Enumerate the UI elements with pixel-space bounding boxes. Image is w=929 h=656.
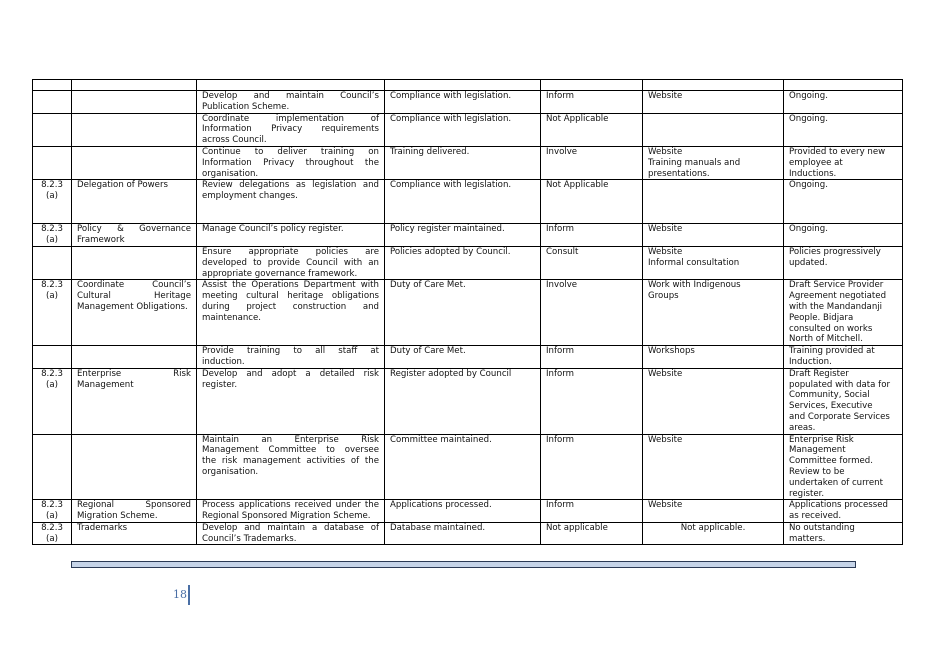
table-row bbox=[33, 146, 903, 179]
clause-cell: 8.2.3 (a) bbox=[33, 224, 72, 247]
method-cell bbox=[643, 522, 784, 545]
cell-line: appropriate governance framework. bbox=[202, 268, 358, 279]
engagement-level-cell: Not Applicable bbox=[541, 180, 643, 224]
table-row bbox=[33, 246, 903, 279]
clause-cell: 8.2.3 (a) bbox=[33, 280, 72, 346]
cell-line: across Council. bbox=[202, 135, 267, 146]
blank-cell bbox=[385, 80, 541, 91]
outcome-cell: Compliance with legislation. bbox=[385, 180, 541, 224]
action-cell bbox=[197, 434, 385, 500]
table-row bbox=[33, 113, 903, 146]
cell-line: Community, Social bbox=[789, 390, 870, 401]
engagement-level-cell: Inform bbox=[541, 91, 643, 114]
method-cell bbox=[643, 113, 784, 146]
cell-line: Ongoing. bbox=[789, 180, 828, 191]
outcome-cell: Duty of Care Met. bbox=[385, 280, 541, 346]
cell-line: Develop and adopt a detailed risk bbox=[202, 368, 379, 379]
cell-line: Ongoing. bbox=[789, 91, 828, 101]
method-cell bbox=[643, 280, 784, 346]
area-cell: Delegation of Powers bbox=[72, 180, 197, 224]
outcome-cell: Training delivered. bbox=[385, 146, 541, 179]
clause-cell bbox=[33, 113, 72, 146]
cell-line: People. Bidjara bbox=[789, 312, 854, 323]
outcome-cell: Database maintained. bbox=[385, 522, 541, 545]
action-cell bbox=[197, 246, 385, 279]
engagement-level-cell: Not applicable bbox=[541, 522, 643, 545]
cell-line: Workshops bbox=[648, 346, 695, 357]
cell-line: Ensure appropriate policies are bbox=[202, 246, 379, 257]
cell-line: register. bbox=[789, 488, 825, 499]
blank-cell bbox=[541, 80, 643, 91]
footer-bar bbox=[71, 561, 856, 568]
cell-line: Website bbox=[648, 434, 683, 445]
action-cell bbox=[197, 91, 385, 114]
area-cell: Enterprise Risk Management bbox=[72, 368, 197, 434]
cell-line: Applications processed bbox=[789, 500, 888, 511]
cell-line: Regional Sponsored Migration Scheme. bbox=[202, 511, 371, 522]
outcome-cell: Duty of Care Met. bbox=[385, 346, 541, 369]
cell-line: as received. bbox=[789, 511, 842, 522]
cell-line: Review to be bbox=[789, 466, 845, 477]
cell-line: Training provided at bbox=[789, 346, 875, 357]
cell-line: Provided to every new bbox=[789, 146, 886, 157]
cell-line: Publication Scheme. bbox=[202, 101, 290, 112]
engagement-level-cell: Inform bbox=[541, 224, 643, 247]
cell-line: Draft Register bbox=[789, 368, 849, 379]
table-header-spacer-row bbox=[33, 80, 903, 91]
action-cell bbox=[197, 280, 385, 346]
table-row bbox=[33, 224, 903, 247]
cell-line: Website bbox=[648, 91, 683, 101]
cell-line: meeting cultural heritage obligations bbox=[202, 291, 379, 302]
cell-line: employment changes. bbox=[202, 191, 298, 202]
table-row bbox=[33, 368, 903, 434]
clause-cell: 8.2.3 (a) bbox=[33, 368, 72, 434]
clause-cell bbox=[33, 246, 72, 279]
blank-cell bbox=[643, 80, 784, 91]
outcome-cell: Committee maintained. bbox=[385, 434, 541, 500]
table-row bbox=[33, 91, 903, 114]
cell-line: developed to provide Council with an bbox=[202, 257, 379, 268]
status-cell bbox=[784, 246, 903, 279]
area-cell: Regional Sponsored Migration Scheme. bbox=[72, 500, 197, 523]
cell-line: Not applicable. bbox=[680, 522, 746, 533]
cell-line: North of Mitchell. bbox=[789, 334, 863, 345]
clause-cell: 8.2.3 (a) bbox=[33, 522, 72, 545]
cell-line: Ongoing. bbox=[789, 224, 828, 235]
page-number: 18 bbox=[173, 588, 187, 601]
area-cell bbox=[72, 246, 197, 279]
cell-line: employee at bbox=[789, 157, 843, 168]
status-cell bbox=[784, 522, 903, 545]
cell-line: Council’s Trademarks. bbox=[202, 533, 297, 544]
status-cell bbox=[784, 346, 903, 369]
status-cell bbox=[784, 434, 903, 500]
cell-line: presentations. bbox=[648, 168, 710, 179]
status-cell bbox=[784, 368, 903, 434]
cell-line: Information Privacy throughout the bbox=[202, 157, 379, 168]
cell-line: Management bbox=[789, 445, 846, 456]
area-cell: Policy & Governance Framework bbox=[72, 224, 197, 247]
governance-actions-table bbox=[32, 79, 903, 545]
engagement-level-cell: Inform bbox=[541, 434, 643, 500]
cell-line: updated. bbox=[789, 257, 828, 268]
status-cell bbox=[784, 280, 903, 346]
cell-line: Induction. bbox=[789, 356, 832, 367]
outcome-cell: Compliance with legislation. bbox=[385, 91, 541, 114]
method-cell bbox=[643, 224, 784, 247]
outcome-cell: Register adopted by Council bbox=[385, 368, 541, 434]
method-cell bbox=[643, 368, 784, 434]
cell-line: Training manuals and bbox=[648, 157, 741, 168]
status-cell bbox=[784, 224, 903, 247]
cell-line: Enterprise Risk bbox=[789, 434, 854, 445]
cell-line: Assist the Operations Department with bbox=[202, 280, 379, 291]
blank-cell bbox=[197, 80, 385, 91]
cell-line: No outstanding bbox=[789, 522, 855, 533]
cell-line: Groups bbox=[648, 291, 679, 302]
status-cell bbox=[784, 500, 903, 523]
cell-line: consulted on works bbox=[789, 323, 873, 334]
outcome-cell: Policies adopted by Council. bbox=[385, 246, 541, 279]
cell-line: Draft Service Provider bbox=[789, 280, 884, 291]
cell-line: Coordinate implementation of bbox=[202, 113, 379, 124]
blank-cell bbox=[33, 80, 72, 91]
table-row bbox=[33, 522, 903, 545]
cell-line: Provide training to all staff at bbox=[202, 346, 379, 357]
cell-line: induction. bbox=[202, 356, 245, 367]
area-cell bbox=[72, 91, 197, 114]
cell-line: Ongoing. bbox=[789, 113, 828, 124]
engagement-level-cell: Involve bbox=[541, 146, 643, 179]
outcome-cell: Applications processed. bbox=[385, 500, 541, 523]
status-cell bbox=[784, 180, 903, 224]
cell-line: Manage Council’s policy register. bbox=[202, 224, 344, 235]
cell-line: Website bbox=[648, 368, 683, 379]
engagement-level-cell: Inform bbox=[541, 346, 643, 369]
clause-cell: 8.2.3 (a) bbox=[33, 500, 72, 523]
cell-line: organisation. bbox=[202, 168, 259, 179]
outcome-cell: Policy register maintained. bbox=[385, 224, 541, 247]
cell-line: with the Mandandanji bbox=[789, 301, 883, 312]
cell-line: maintenance. bbox=[202, 312, 262, 323]
cell-line: matters. bbox=[789, 533, 826, 544]
cell-line: Committee formed. bbox=[789, 456, 873, 467]
cell-line: organisation. bbox=[202, 466, 259, 477]
cell-line: Work with Indigenous bbox=[648, 280, 741, 291]
action-cell bbox=[197, 180, 385, 224]
blank-cell bbox=[72, 80, 197, 91]
area-cell bbox=[72, 113, 197, 146]
cell-line: Review delegations as legislation and bbox=[202, 180, 379, 191]
cell-line: during project construction and bbox=[202, 301, 379, 312]
area-cell bbox=[72, 146, 197, 179]
cell-line: Continue to deliver training on bbox=[202, 146, 379, 157]
cell-line: Services, Executive bbox=[789, 401, 873, 412]
method-cell bbox=[643, 146, 784, 179]
method-cell bbox=[643, 500, 784, 523]
clause-cell bbox=[33, 91, 72, 114]
page-number-divider bbox=[188, 585, 190, 605]
cell-line: Develop and maintain a database of bbox=[202, 522, 379, 533]
table-row bbox=[33, 180, 903, 224]
status-cell bbox=[784, 146, 903, 179]
blank-cell bbox=[784, 80, 903, 91]
cell-line: Website bbox=[648, 146, 683, 157]
cell-line: Agreement negotiated bbox=[789, 291, 887, 302]
method-cell bbox=[643, 434, 784, 500]
action-cell bbox=[197, 500, 385, 523]
status-cell bbox=[784, 113, 903, 146]
cell-line: Policies progressively bbox=[789, 246, 881, 257]
cell-line: Website bbox=[648, 224, 683, 235]
engagement-level-cell: Involve bbox=[541, 280, 643, 346]
table-body bbox=[33, 80, 903, 545]
cell-line: populated with data for bbox=[789, 379, 890, 390]
method-cell bbox=[643, 346, 784, 369]
area-cell bbox=[72, 346, 197, 369]
engagement-level-cell: Inform bbox=[541, 500, 643, 523]
table-row bbox=[33, 500, 903, 523]
action-cell bbox=[197, 522, 385, 545]
cell-line: Maintain an Enterprise Risk bbox=[202, 434, 379, 445]
status-cell bbox=[784, 91, 903, 114]
action-cell bbox=[197, 346, 385, 369]
clause-cell bbox=[33, 434, 72, 500]
engagement-level-cell: Not Applicable bbox=[541, 113, 643, 146]
cell-line: the risk management activities of the bbox=[202, 456, 379, 467]
cell-line: Informal consultation bbox=[648, 257, 740, 268]
area-cell: Coordinate Council’s Cultural Heritage Management Obligations. bbox=[72, 280, 197, 346]
table-row bbox=[33, 280, 903, 346]
cell-line: Inductions. bbox=[789, 168, 837, 179]
method-cell bbox=[643, 180, 784, 224]
method-cell bbox=[643, 246, 784, 279]
cell-line: and Corporate Services bbox=[789, 411, 890, 422]
cell-line: undertaken of current bbox=[789, 477, 883, 488]
method-cell bbox=[643, 91, 784, 114]
cell-line: Website bbox=[648, 246, 683, 257]
cell-line: register. bbox=[202, 379, 238, 390]
clause-cell bbox=[33, 146, 72, 179]
action-cell bbox=[197, 146, 385, 179]
engagement-level-cell: Inform bbox=[541, 368, 643, 434]
clause-cell: 8.2.3 (a) bbox=[33, 180, 72, 224]
clause-cell bbox=[33, 346, 72, 369]
action-cell bbox=[197, 368, 385, 434]
area-cell: Trademarks bbox=[72, 522, 197, 545]
cell-line: Develop and maintain Council’s bbox=[202, 91, 379, 101]
engagement-level-cell: Consult bbox=[541, 246, 643, 279]
outcome-cell: Compliance with legislation. bbox=[385, 113, 541, 146]
table-row bbox=[33, 434, 903, 500]
cell-line: Information Privacy requirements bbox=[202, 124, 379, 135]
action-cell bbox=[197, 113, 385, 146]
cell-line: areas. bbox=[789, 422, 816, 433]
cell-line: Management Committee to oversee bbox=[202, 445, 379, 456]
area-cell bbox=[72, 434, 197, 500]
action-cell bbox=[197, 224, 385, 247]
cell-line: Website bbox=[648, 500, 683, 511]
table-row bbox=[33, 346, 903, 369]
cell-line: Process applications received under the bbox=[202, 500, 379, 511]
